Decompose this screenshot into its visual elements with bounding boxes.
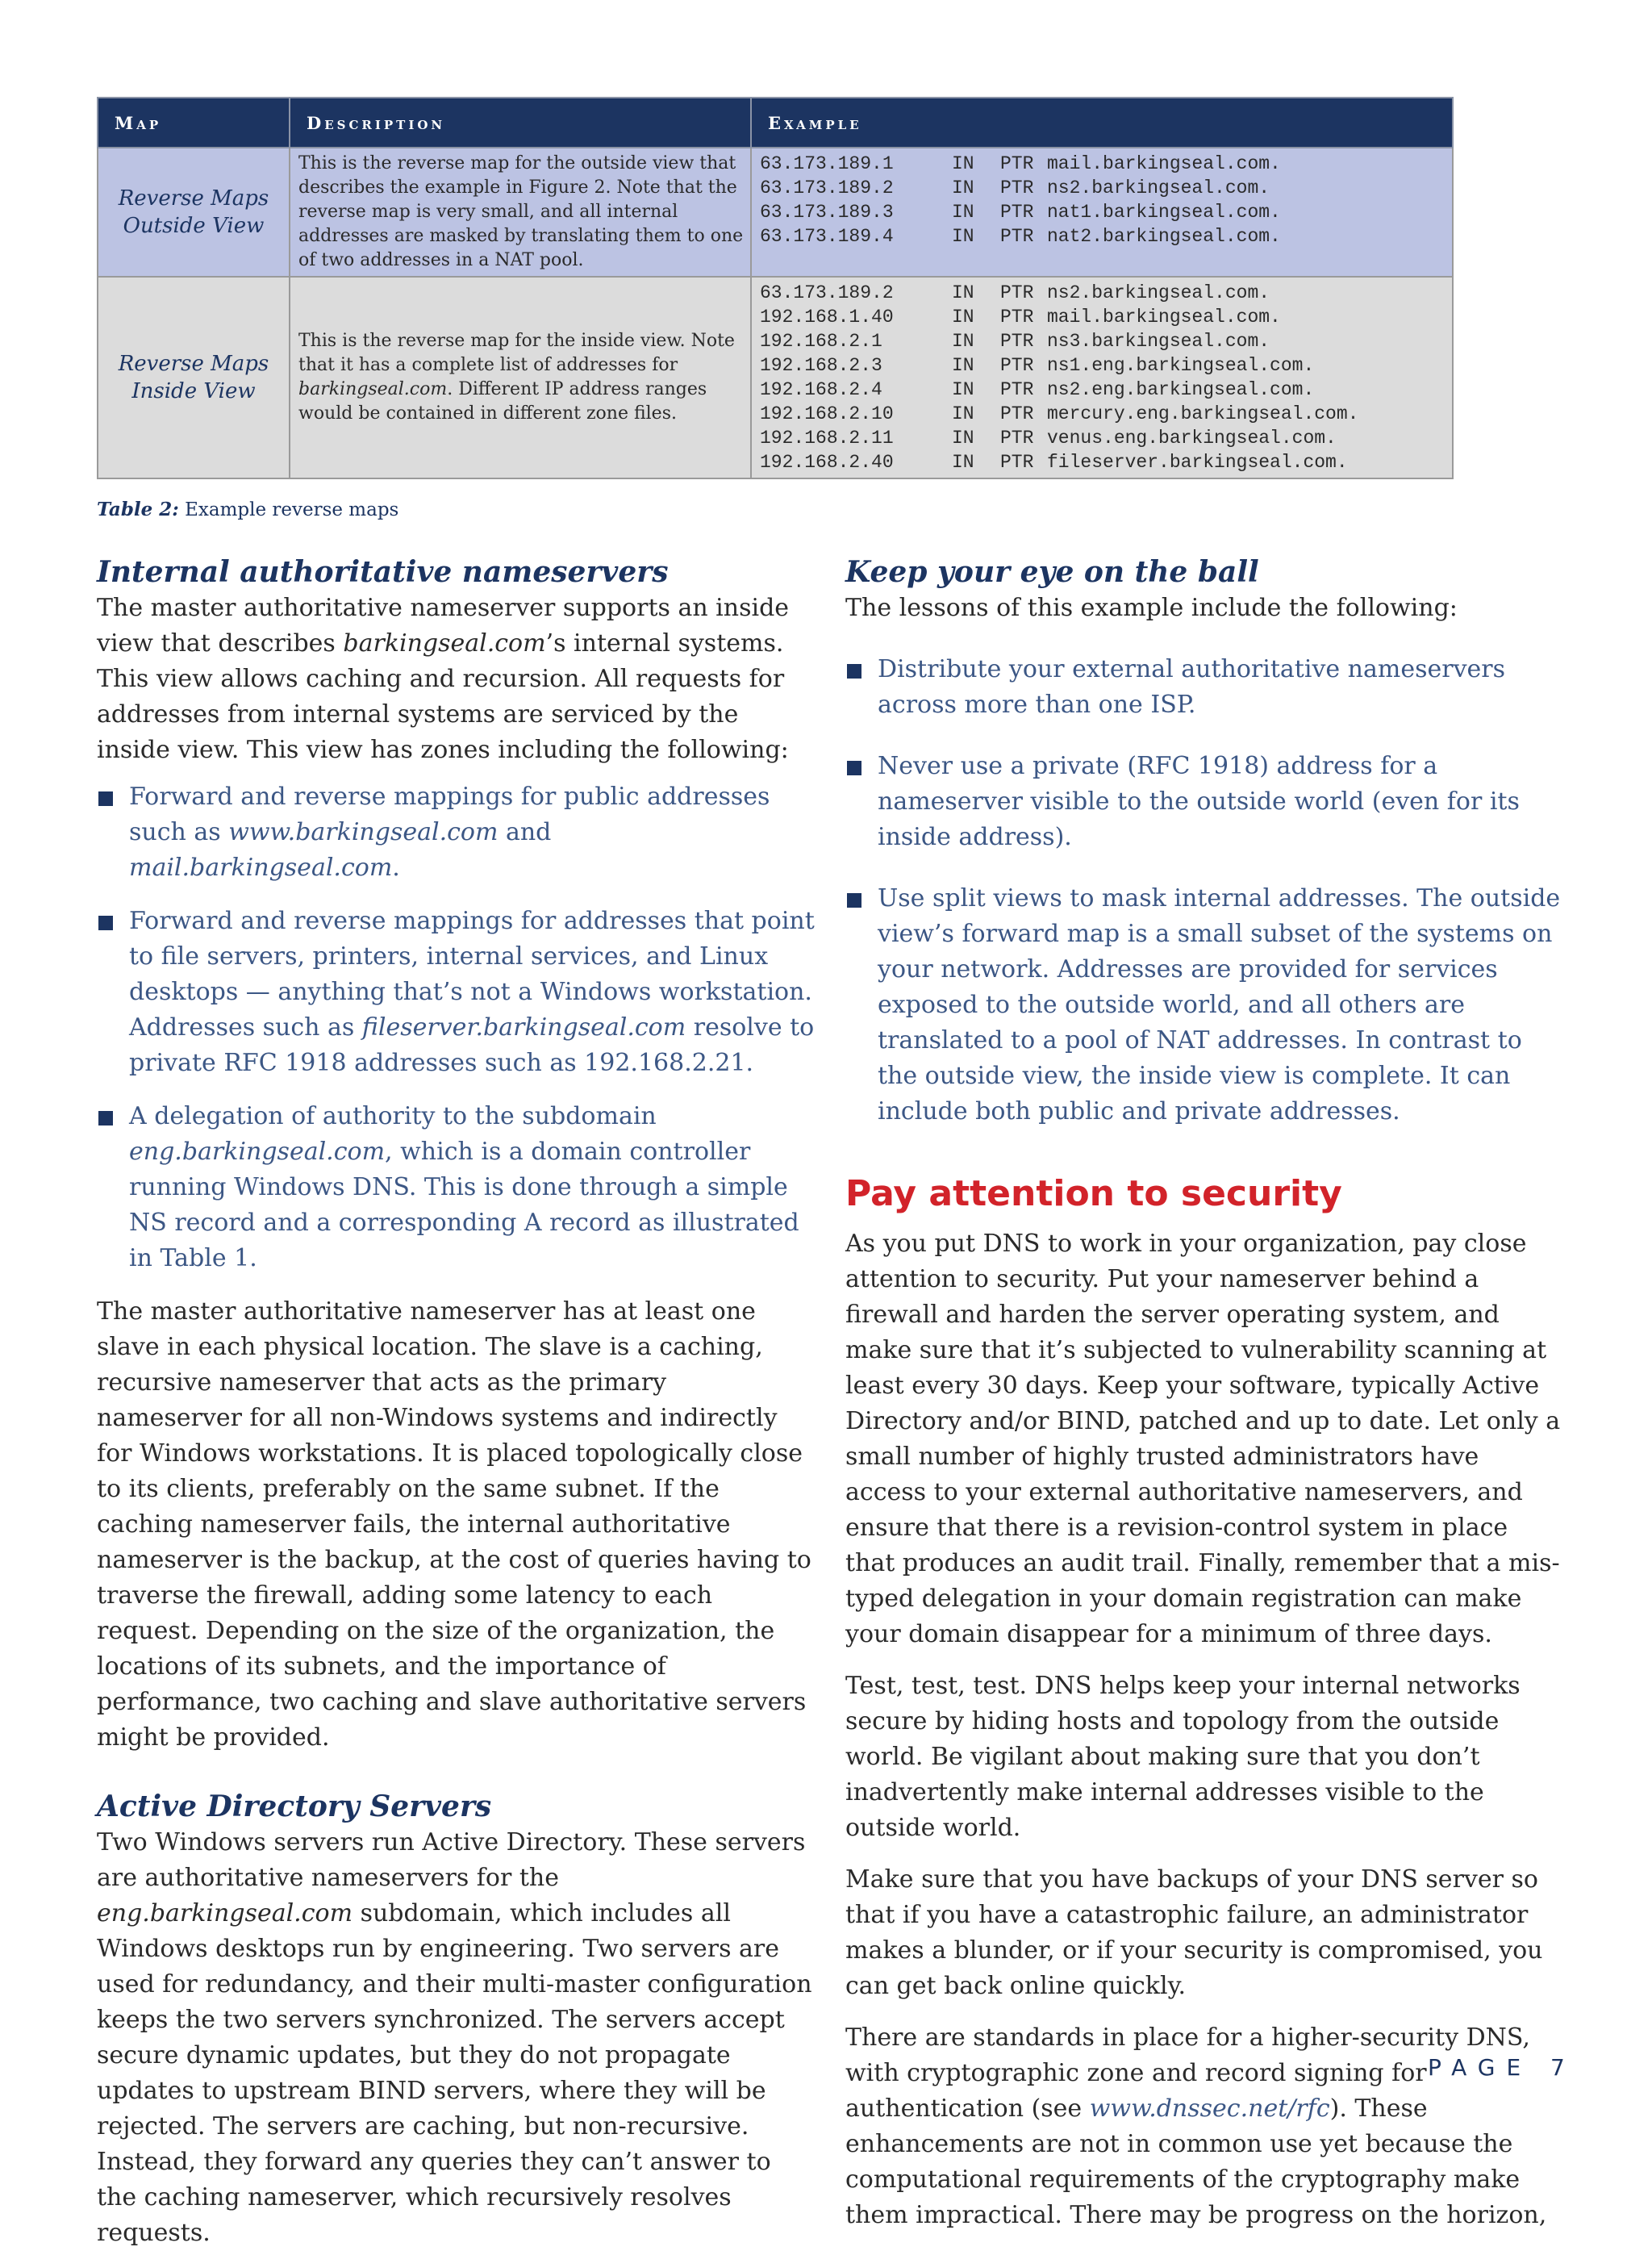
ptr-record-line [760, 329, 1446, 353]
caption-text: Example reverse maps [178, 499, 399, 520]
description-text: . Different IP address ranges would be contained in different zone files. [298, 379, 707, 424]
paragraph [97, 1825, 815, 2251]
type-text: PTR [1000, 307, 1034, 328]
list-item [97, 904, 815, 1081]
text: Use split views to mask internal addresses. The outside view’s forward map is a small subset of the systems on your network. Addresses are provided for services exposed to the outside world, and all others are translated to a pool of NAT addresses. In contrast to the outside view, the inside view is complete. It can include both public and private addresses. [878, 884, 1561, 1126]
paragraph: The master authoritative nameserver has at least one slave in each physical location. The slave is a caching, recursive nameserver that acts as the primary nameserver for all non-Windows systems and indirectly for Windows workstations. It is placed topologically close to its clients, preferably on the same subnet. If the caching nameserver fails, the internal authoritative nameserver is the backup, at the cost of queries having to traverse the firewall, adding some latency to each request. Depending on the size of the organization, the locations of its subnets, and the importance of performance, two caching and slave authoritative servers might be provided. [97, 1297, 811, 1752]
text: Forward and reverse mappings for addresses that point to file servers, printers, internal services, and Linux desktops — anything that’s not a Windows workstation. Addresses such as [129, 907, 815, 1042]
map-label: Reverse Maps Outside View [118, 186, 269, 238]
ip-text: 63.173.189.3 [760, 202, 894, 223]
paragraph: Make sure that you have backups of your DNS server so that if you have a catastrophic failure, an administrator makes a blunder, or if your security is compromised, you can get back online quickly. [845, 1865, 1543, 2000]
list-item [845, 881, 1563, 1130]
map-label: Reverse Maps Inside View [118, 352, 269, 403]
list-item [97, 779, 815, 886]
class-text: IN [952, 355, 974, 376]
type-text: PTR [1000, 379, 1034, 400]
section-heading-active-directory: Active Directory Servers [97, 1790, 492, 1823]
class-text: IN [952, 226, 974, 247]
ip-text: 63.173.189.1 [760, 153, 894, 174]
paragraph [97, 591, 815, 768]
class-text: IN [952, 153, 974, 174]
dnssec-link[interactable]: www.dnssec.net/rfc [1089, 2094, 1330, 2123]
example-cell [751, 277, 1453, 478]
description-domain: barkingseal.com [298, 379, 448, 399]
table-header-row [98, 98, 1453, 148]
paragraph: The lessons of this example include the following: [845, 594, 1458, 622]
class-text: IN [952, 428, 974, 449]
bullet-list [845, 652, 1563, 1130]
domain-text: mail.barkingseal.com [129, 854, 393, 882]
ptr-record-line [760, 450, 1446, 474]
domain-text: www.barkingseal.com [228, 818, 499, 846]
ptr-record-line [760, 402, 1446, 426]
text: There are standards in place for a higher-security DNS, with cryptographic zone and record signing for authentication (see [845, 2023, 1530, 2123]
text: Forward and reverse mappings for public addresses such as [129, 783, 770, 846]
page-number: PAGE 7 [1428, 2054, 1576, 2081]
type-text: PTR [1000, 282, 1034, 303]
domain-text: eng.barkingseal.com [97, 1899, 353, 1927]
type-text: PTR [1000, 452, 1034, 473]
ip-text: 192.168.2.10 [760, 403, 894, 424]
square-bullet-icon [98, 791, 113, 806]
description-text: This is the reverse map for the outside view that describes the example in Figure 2. Note that the reverse map is very small, and all internal addresses are masked by translating them to one of two addresses in a NAT pool. [298, 153, 744, 270]
table-caption [97, 499, 398, 520]
host-text: mercury.eng.barkingseal.com. [1047, 403, 1359, 424]
bullet-list [97, 779, 815, 1276]
type-text: PTR [1000, 331, 1034, 352]
text: , which is a domain controller running Windows DNS. This is done through a simple NS record and a corresponding A record as illustrated in Table 1. [129, 1138, 799, 1272]
ptr-record-line [760, 305, 1446, 329]
list-item [845, 749, 1563, 855]
type-text: PTR [1000, 202, 1034, 223]
ptr-record-line [760, 152, 1446, 176]
ip-text: 192.168.2.4 [760, 379, 882, 400]
class-text: IN [952, 403, 974, 424]
class-text: IN [952, 282, 974, 303]
list-item [845, 652, 1563, 723]
paragraph: Test, test, test. DNS helps keep your internal networks secure by hiding hosts and topology from the outside world. Be vigilant about making sure that you don’t inadvertently make internal addresses visible to the outside world. [845, 1672, 1521, 1842]
text: and [498, 818, 552, 846]
caption-label: Table 2: [97, 499, 179, 520]
square-bullet-icon [847, 761, 861, 775]
host-text: fileserver.barkingseal.com. [1047, 452, 1348, 473]
domain-text: barkingseal.com [343, 629, 546, 658]
ip-text: 192.168.1.40 [760, 307, 894, 328]
ptr-record-line [760, 378, 1446, 402]
square-bullet-icon [847, 664, 861, 679]
left-column [97, 553, 815, 2251]
section-heading-eye-on-ball: Keep your eye on the ball [845, 555, 1259, 589]
class-text: IN [952, 177, 974, 198]
description-text: This is the reverse map for the inside view. Note that it has a complete list of addresses for [298, 331, 735, 375]
right-column [845, 553, 1563, 2233]
host-text: ns2.barkingseal.com. [1047, 177, 1270, 198]
ptr-record-line [760, 281, 1446, 305]
host-text: ns3.barkingseal.com. [1047, 331, 1270, 352]
ip-text: 192.168.2.11 [760, 428, 894, 449]
text: resolve to private RFC 1918 addresses such as 192.168.2.21. [129, 1013, 815, 1077]
host-text: ns2.eng.barkingseal.com. [1047, 379, 1315, 400]
text: ’s internal systems. This view allows caching and recursion. All requests for addresses from internal systems are serviced by the inside view. This view has zones including the following: [97, 629, 789, 764]
ip-text: 63.173.189.2 [760, 177, 894, 198]
ip-text: 192.168.2.3 [760, 355, 882, 376]
domain-text: fileserver.barkingseal.com [361, 1013, 686, 1042]
ip-text: 192.168.2.40 [760, 452, 894, 473]
square-bullet-icon [847, 893, 861, 908]
ptr-record-line [760, 176, 1446, 200]
type-text: PTR [1000, 428, 1034, 449]
map-cell [98, 277, 290, 478]
section-heading-security: Pay attention to security [845, 1173, 1342, 1214]
ptr-record-line [760, 224, 1446, 248]
text: Two Windows servers run Active Directory. These servers are authoritative nameservers for the [97, 1828, 806, 1892]
table-row [98, 148, 1453, 277]
description-cell [290, 277, 751, 478]
host-text: nat2.barkingseal.com. [1047, 226, 1281, 247]
host-text: nat1.barkingseal.com. [1047, 202, 1281, 223]
ip-text: 192.168.2.1 [760, 331, 882, 352]
paragraph: As you put DNS to work in your organization, pay close attention to security. Put your nameserver behind a firewall and harden the server operating system, and make sure that it’s subjected to vulnerability scanning at least every 30 days. Keep your software, typically Active Directory and/or BIND, patched and up to date. Let only a small number of highly trusted administrators have access to your external authoritative nameservers, and ensure that there is a revision-control system in place that produces an audit trail. Finally, remember that a mis-typed delegation in your domain registration can make your domain disappear for a minimum of three days. [845, 1230, 1561, 1648]
text: ). These enhancements are not in common use yet because the computational requirements of the cryptography make them impractical. There may be progress on the horizon, [845, 2094, 1547, 2229]
host-text: ns2.barkingseal.com. [1047, 282, 1270, 303]
column-header-map: Map [98, 98, 290, 148]
type-text: PTR [1000, 355, 1034, 376]
ptr-record-line [760, 426, 1446, 450]
ip-text: 63.173.189.2 [760, 282, 894, 303]
text: subdomain, which includes all Windows desktops run by engineering. Two servers are used for redundancy, and their multi-master configuration keeps the two servers synchronized. The servers accept secure dynamic updates, but they do not propagate updates to upstream BIND servers, where they will be rejected. The servers are caching, but non-recursive. Instead, they forward any queries they can’t answer to the caching nameserver, which recursively resolves requests. [97, 1899, 812, 2247]
text: . [392, 854, 400, 882]
description-cell [290, 148, 751, 277]
column-header-example: Example [751, 98, 1453, 148]
text: A delegation of authority to the subdomain [129, 1102, 657, 1130]
ptr-record-line [760, 200, 1446, 224]
ip-text: 63.173.189.4 [760, 226, 894, 247]
square-bullet-icon [98, 916, 113, 930]
paragraph [845, 2020, 1563, 2233]
class-text: IN [952, 331, 974, 352]
host-text: ns1.eng.barkingseal.com. [1047, 355, 1315, 376]
class-text: IN [952, 307, 974, 328]
class-text: IN [952, 202, 974, 223]
example-cell [751, 148, 1453, 277]
class-text: IN [952, 379, 974, 400]
host-text: mail.barkingseal.com. [1047, 307, 1281, 328]
square-bullet-icon [98, 1111, 113, 1126]
domain-text: eng.barkingseal.com [129, 1138, 386, 1166]
type-text: PTR [1000, 403, 1034, 424]
type-text: PTR [1000, 226, 1034, 247]
map-cell [98, 148, 290, 277]
reverse-maps-table [97, 97, 1454, 479]
column-header-description: Description [290, 98, 751, 148]
section-heading-internal-nameservers: Internal authoritative nameservers [97, 555, 669, 589]
class-text: IN [952, 452, 974, 473]
list-item [97, 1099, 815, 1276]
type-text: PTR [1000, 153, 1034, 174]
text: The master authoritative nameserver supports an inside view that describes [97, 594, 790, 658]
text: Distribute your external authoritative nameservers across more than one ISP. [878, 655, 1506, 719]
ptr-record-line [760, 353, 1446, 378]
type-text: PTR [1000, 177, 1034, 198]
host-text: mail.barkingseal.com. [1047, 153, 1281, 174]
host-text: venus.eng.barkingseal.com. [1047, 428, 1337, 449]
table-row [98, 277, 1453, 478]
text: Never use a private (RFC 1918) address for a nameserver visible to the outside world (even for its inside address). [878, 752, 1520, 851]
